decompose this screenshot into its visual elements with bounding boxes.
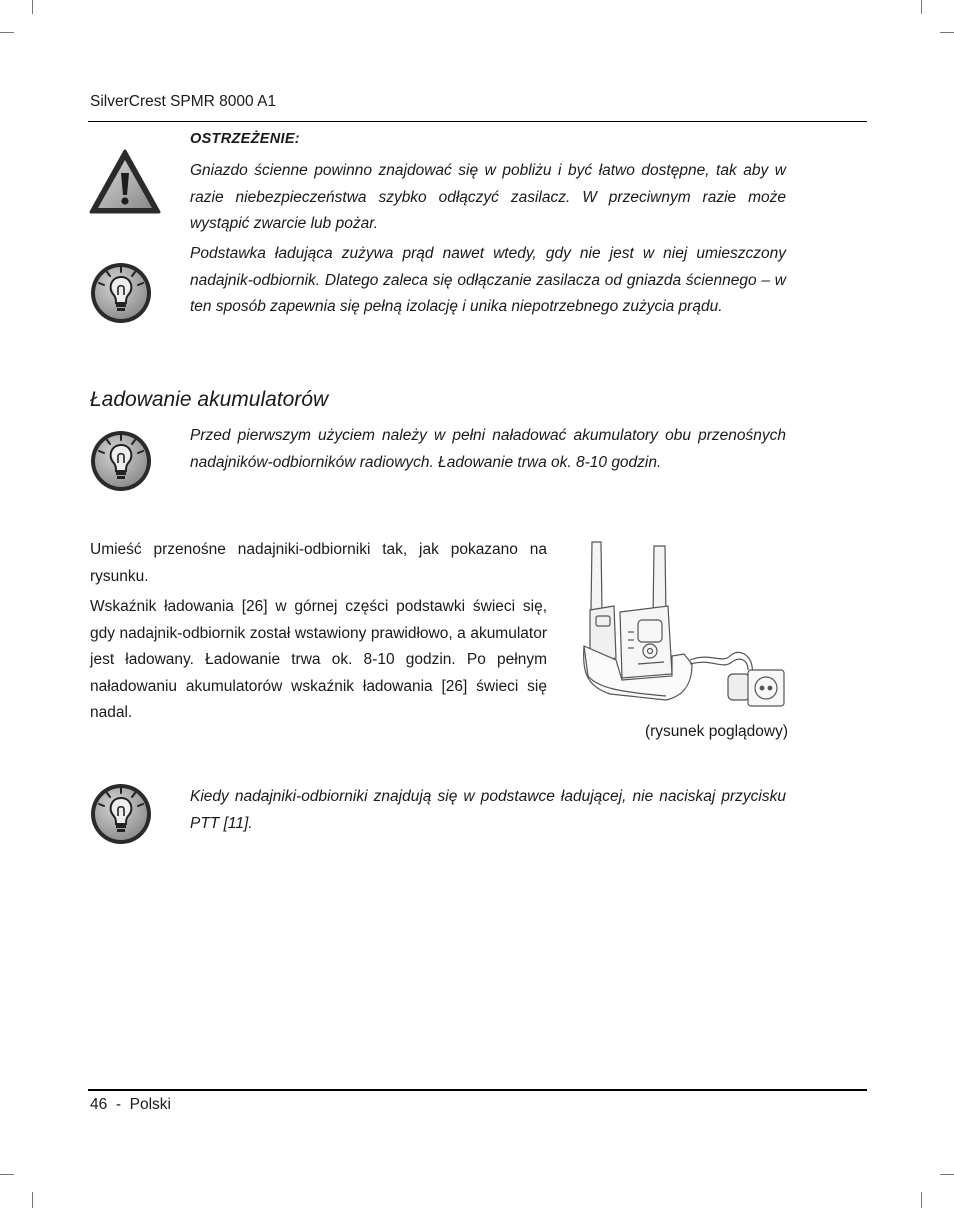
page-header-title: SilverCrest SPMR 8000 A1 [90, 93, 277, 110]
lightbulb-tip-icon [89, 782, 153, 846]
paragraph-charge-indicator: Wskaźnik ładowania [26] w górnej części podstawki świeci się, gdy nadajnik-odbiornik został wstawiony prawidłowo, a akumulator jest ładowany. Ładowanie trwa ok. 8-10 godzin. Po pełnym naładowaniu akumulatorów wskaźnik ładowania [26] świeci się nadal. [90, 598, 547, 721]
section-heading: Ładowanie akumulatorów [90, 388, 329, 411]
crop-mark [921, 1192, 922, 1208]
figure-caption: (rysunek poglądowy) [644, 723, 788, 740]
tip-text-ptt: Kiedy nadajniki-odbiorniki znajdują się w podstawce ładującej, nie naciskaj przycisku PTT [11]. [190, 788, 786, 832]
crop-mark [940, 32, 954, 33]
lightbulb-tip-icon [89, 261, 153, 325]
tip-text-first-charge: Przed pierwszym użyciem należy w pełni naładować akumulatory obu przenośnych nadajników-odbiorników radiowych. Ładowanie trwa ok. 8-10 godzin. [190, 427, 786, 471]
charging-cradle-illustration [580, 536, 790, 721]
footer-rule [88, 1089, 867, 1091]
crop-mark [0, 1174, 14, 1175]
crop-mark [32, 1192, 33, 1208]
warning-text: Gniazdo ścienne powinno znajdować się w pobliżu i być łatwo dostępne, tak aby w razie niebezpieczeństwa szybko odłączyć zasilacz. W przeciwnym razie może wystąpić zwarcie lub pożar. [190, 162, 786, 232]
crop-mark [921, 0, 922, 14]
warning-triangle-icon [89, 149, 161, 215]
warning-title: OSTRZEŻENIE: [190, 131, 300, 147]
lightbulb-tip-icon [89, 429, 153, 493]
paragraph-placement: Umieść przenośne nadajniki-odbiorniki tak, jak pokazano na rysunku. [90, 541, 547, 585]
crop-mark [0, 32, 14, 33]
header-rule [88, 121, 867, 122]
crop-mark [940, 1174, 954, 1175]
tip-text-power: Podstawka ładująca zużywa prąd nawet wtedy, gdy nie jest w niej umieszczony nadajnik-odbiornik. Dlatego zaleca się odłączanie zasilacza od gniazda ściennego – w ten sposób zapewnia się pełną izolację i unika niepotrzebnego zużycia prądu. [190, 245, 786, 315]
page-footer: 46 - Polski [90, 1096, 171, 1113]
crop-mark [32, 0, 33, 14]
